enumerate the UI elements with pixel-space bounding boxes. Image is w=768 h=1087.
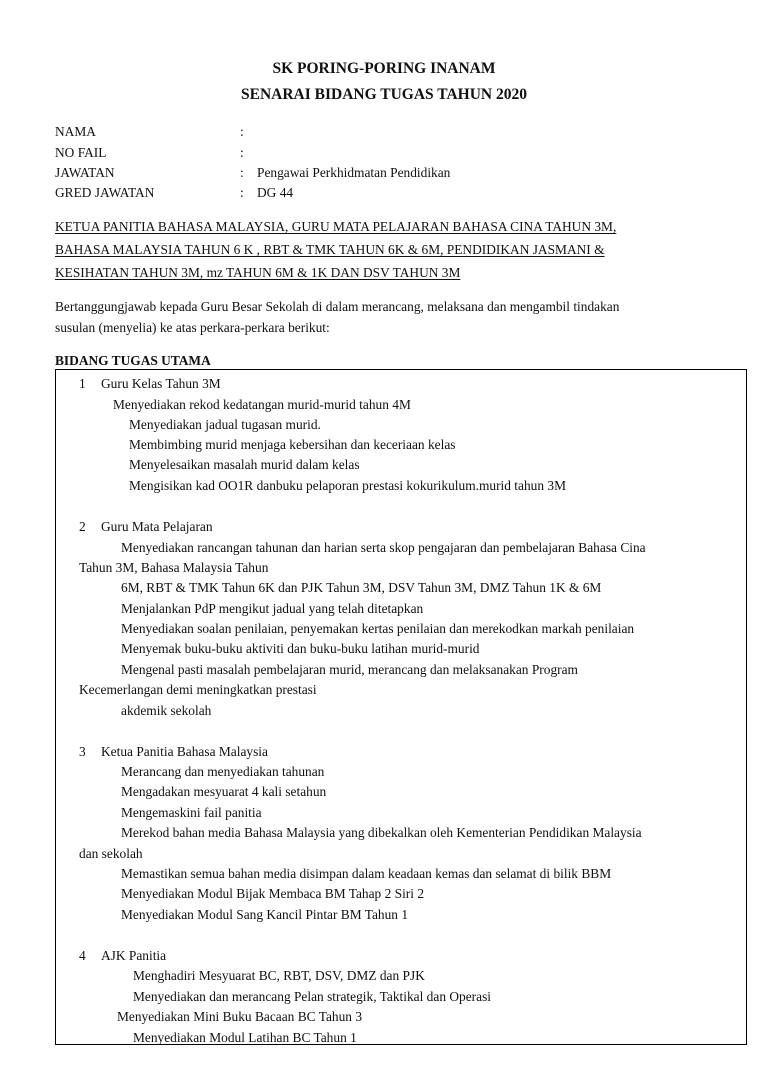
info-value-gred: DG 44 [257,185,294,200]
roles-line-2: BAHASA MALAYSIA TAHUN 6 K , RBT & TMK TAHUN 6K & 6M, PENDIDIKAN JASMANI & [55,242,605,257]
duty-line: Menghadiri Mesyuarat BC, RBT, DSV, DMZ dan PJK [133,968,425,983]
duty-number: 1 [79,376,86,391]
duty-line: Mengemaskini fail panitia [121,805,262,820]
duty-line: Menyediakan soalan penilaian, penyemakan kertas penilaian dan merekodkan markah penilaian [121,621,635,636]
info-colon: : [240,145,244,160]
duty-line: Menyemak buku-buku aktiviti dan buku-buku latihan murid-murid [121,641,480,656]
duty-title: AJK Panitia [101,948,167,963]
info-colon: : [240,124,244,139]
info-label-nama: NAMA [55,124,96,139]
duty-line: Mengadakan mesyuarat 4 kali setahun [121,784,327,799]
duty-line: Menyediakan dan merancang Pelan strategik, Taktikal dan Operasi [133,989,492,1004]
duty-line: Membimbing murid menjaga kebersihan dan keceriaan kelas [129,437,456,452]
duty-line: Merekod bahan media Bahasa Malaysia yang dibekalkan oleh Kementerian Pendidikan Malaysia [121,825,642,840]
roles-line-3: KESIHATAN TAHUN 3M, mz TAHUN 6M & 1K DAN DSV TAHUN 3M [55,265,461,280]
intro-line-2: susulan (menyelia) ke atas perkara-perkara berikut: [55,320,330,335]
duty-line: Kecemerlangan demi meningkatkan prestasi [79,682,317,697]
roles-line-1: KETUA PANITIA BAHASA MALAYSIA, GURU MATA PELAJARAN BAHASA CINA TAHUN 3M, [55,219,617,234]
info-colon: : [240,185,244,200]
duty-line: Mengisikan kad OO1R danbuku pelaporan prestasi kokurikulum.murid tahun 3M [129,478,566,493]
duty-line: Menyediakan Modul Latihan BC Tahun 1 [133,1030,357,1045]
duty-title: Guru Mata Pelajaran [101,519,213,534]
duty-line: akdemik sekolah [121,703,212,718]
duty-line: Menyediakan jadual tugasan murid. [129,417,321,432]
duty-number: 2 [79,519,86,534]
duty-line: Menyediakan rancangan tahunan dan harian serta skop pengajaran dan pembelajaran Bahasa Cina [121,540,646,555]
duty-line: Tahun 3M, Bahasa Malaysia Tahun [79,560,269,575]
duty-title: Ketua Panitia Bahasa Malaysia [101,744,268,759]
duty-line: Merancang dan menyediakan tahunan [121,764,325,779]
duty-line: Menyediakan Mini Buku Bacaan BC Tahun 3 [117,1009,363,1024]
duty-number: 4 [79,948,86,963]
duty-title: Guru Kelas Tahun 3M [101,376,221,391]
duty-line: Menyediakan rekod kedatangan murid-murid tahun 4M [113,397,411,412]
info-value-jawatan: Pengawai Perkhidmatan Pendidikan [257,165,451,180]
duty-line: 6M, RBT & TMK Tahun 6K dan PJK Tahun 3M, DSV Tahun 3M, DMZ Tahun 1K & 6M [121,580,602,595]
duty-line: Menyediakan Modul Sang Kancil Pintar BM Tahun 1 [121,907,409,922]
info-label-jawatan: JAWATAN [55,165,115,180]
duty-number: 3 [79,744,86,759]
duty-line: Mengenal pasti masalah pembelajaran murid, merancang dan melaksanakan Program [121,662,578,677]
duty-line: dan sekolah [79,846,143,861]
intro-line-1: Bertanggungjawab kepada Guru Besar Sekolah di dalam merancang, melaksana dan mengambil tindakan [55,299,620,314]
info-label-no-fail: NO FAIL [55,145,107,160]
duty-line: Menyelesaikan masalah murid dalam kelas [129,457,360,472]
section-heading: BIDANG TUGAS UTAMA [55,353,211,368]
info-colon: : [240,165,244,180]
info-label-gred: GRED JAWATAN [55,185,155,200]
duty-line: Memastikan semua bahan media disimpan dalam keadaan kemas dan selamat di bilik BBM [121,866,612,881]
duty-line: Menyediakan Modul Bijak Membaca BM Tahap 2 Siri 2 [121,886,425,901]
duty-line: Menjalankan PdP mengikut jadual yang telah ditetapkan [121,601,424,616]
document-title: SENARAI BIDANG TUGAS TAHUN 2020 [241,86,527,103]
school-name: SK PORING-PORING INANAM [272,60,496,77]
